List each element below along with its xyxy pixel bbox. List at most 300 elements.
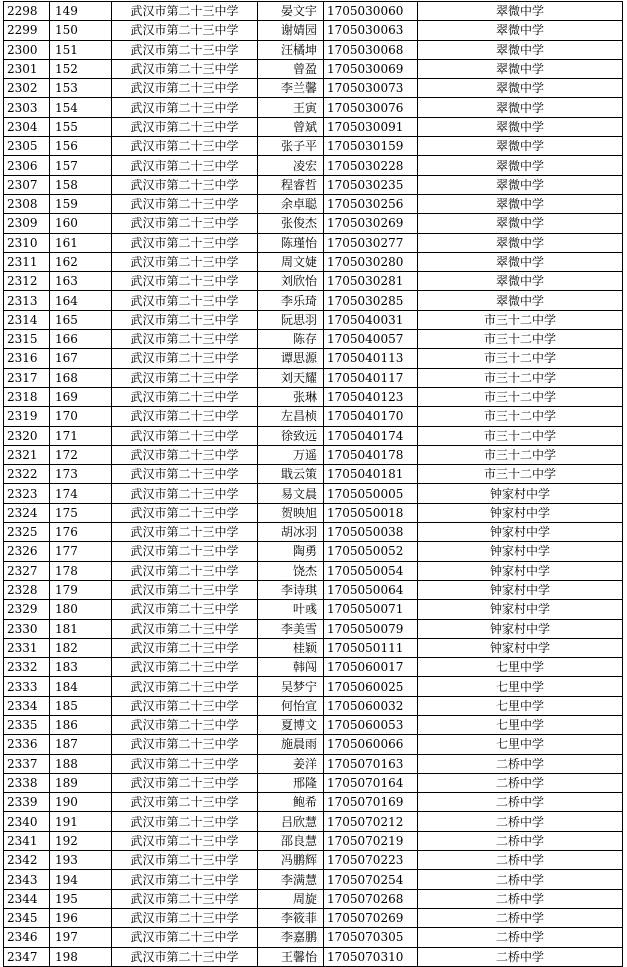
table-row xyxy=(4,445,623,464)
destination-school-cell: 二桥中学 xyxy=(418,831,623,850)
table-row xyxy=(4,908,623,927)
student-id-cell: 1705030091 xyxy=(324,117,418,136)
table-row xyxy=(4,600,623,619)
student-id-cell: 1705050018 xyxy=(324,503,418,522)
student-name-cell: 邵良慧 xyxy=(258,831,324,850)
destination-school-cell: 钟家村中学 xyxy=(418,503,623,522)
student-id-cell: 1705030280 xyxy=(324,252,418,271)
destination-school-cell: 二桥中学 xyxy=(418,908,623,927)
table-row xyxy=(4,870,623,889)
school-index-cell: 171 xyxy=(50,426,112,445)
school-cell: 武汉市第二十三中学 xyxy=(112,928,258,947)
school-index-cell: 196 xyxy=(50,908,112,927)
table-row xyxy=(4,812,623,831)
student-name-cell: 李满慧 xyxy=(258,870,324,889)
student-id-cell: 1705040181 xyxy=(324,465,418,484)
serial-number-cell: 2321 xyxy=(4,445,50,464)
student-name-cell: 谭思源 xyxy=(258,349,324,368)
serial-number-cell: 2344 xyxy=(4,889,50,908)
school-index-cell: 186 xyxy=(50,715,112,734)
student-name-cell: 叶彧 xyxy=(258,600,324,619)
admission-list-sheet xyxy=(3,1,622,967)
serial-number-cell: 2300 xyxy=(4,40,50,59)
student-name-cell: 周旋 xyxy=(258,889,324,908)
school-index-cell: 174 xyxy=(50,484,112,503)
school-index-cell: 190 xyxy=(50,793,112,812)
school-index-cell: 194 xyxy=(50,870,112,889)
school-index-cell: 165 xyxy=(50,310,112,329)
student-name-cell: 李兰馨 xyxy=(258,79,324,98)
table-row xyxy=(4,889,623,908)
serial-number-cell: 2306 xyxy=(4,156,50,175)
serial-number-cell: 2338 xyxy=(4,773,50,792)
table-row xyxy=(4,98,623,117)
student-name-cell: 贺映旭 xyxy=(258,503,324,522)
school-cell: 武汉市第二十三中学 xyxy=(112,40,258,59)
school-cell: 武汉市第二十三中学 xyxy=(112,426,258,445)
school-index-cell: 158 xyxy=(50,175,112,194)
school-cell: 武汉市第二十三中学 xyxy=(112,561,258,580)
student-id-cell: 1705060066 xyxy=(324,735,418,754)
school-index-cell: 184 xyxy=(50,677,112,696)
serial-number-cell: 2311 xyxy=(4,252,50,271)
student-id-cell: 1705050079 xyxy=(324,619,418,638)
destination-school-cell: 钟家村中学 xyxy=(418,542,623,561)
serial-number-cell: 2342 xyxy=(4,851,50,870)
school-cell: 武汉市第二十三中学 xyxy=(112,233,258,252)
serial-number-cell: 2332 xyxy=(4,658,50,677)
school-cell: 武汉市第二十三中学 xyxy=(112,407,258,426)
destination-school-cell: 翠微中学 xyxy=(418,2,623,21)
serial-number-cell: 2325 xyxy=(4,523,50,542)
student-id-cell: 1705030228 xyxy=(324,156,418,175)
serial-number-cell: 2334 xyxy=(4,696,50,715)
school-cell: 武汉市第二十三中学 xyxy=(112,445,258,464)
serial-number-cell: 2336 xyxy=(4,735,50,754)
serial-number-cell: 2303 xyxy=(4,98,50,117)
table-row xyxy=(4,40,623,59)
school-cell: 武汉市第二十三中学 xyxy=(112,137,258,156)
student-name-cell: 刘欣怡 xyxy=(258,272,324,291)
student-name-cell: 吴梦宁 xyxy=(258,677,324,696)
destination-school-cell: 翠微中学 xyxy=(418,194,623,213)
table-row xyxy=(4,156,623,175)
school-index-cell: 160 xyxy=(50,214,112,233)
school-index-cell: 195 xyxy=(50,889,112,908)
school-index-cell: 183 xyxy=(50,658,112,677)
student-name-cell: 王寅 xyxy=(258,98,324,117)
destination-school-cell: 七里中学 xyxy=(418,658,623,677)
table-row xyxy=(4,503,623,522)
school-cell: 武汉市第二十三中学 xyxy=(112,870,258,889)
destination-school-cell: 翠微中学 xyxy=(418,252,623,271)
student-id-cell: 1705040117 xyxy=(324,368,418,387)
table-row xyxy=(4,117,623,136)
student-id-cell: 1705050005 xyxy=(324,484,418,503)
table-body xyxy=(4,2,623,967)
table-row xyxy=(4,735,623,754)
destination-school-cell: 二桥中学 xyxy=(418,793,623,812)
school-cell: 武汉市第二十三中学 xyxy=(112,503,258,522)
table-row xyxy=(4,542,623,561)
serial-number-cell: 2309 xyxy=(4,214,50,233)
school-index-cell: 172 xyxy=(50,445,112,464)
student-id-cell: 1705070219 xyxy=(324,831,418,850)
student-name-cell: 夏博文 xyxy=(258,715,324,734)
table-row xyxy=(4,330,623,349)
destination-school-cell: 钟家村中学 xyxy=(418,619,623,638)
destination-school-cell: 翠微中学 xyxy=(418,137,623,156)
table-row xyxy=(4,696,623,715)
student-name-cell: 曾盈 xyxy=(258,59,324,78)
serial-number-cell: 2313 xyxy=(4,291,50,310)
school-index-cell: 173 xyxy=(50,465,112,484)
school-index-cell: 162 xyxy=(50,252,112,271)
school-index-cell: 161 xyxy=(50,233,112,252)
serial-number-cell: 2330 xyxy=(4,619,50,638)
student-name-cell: 饶杰 xyxy=(258,561,324,580)
school-cell: 武汉市第二十三中学 xyxy=(112,310,258,329)
destination-school-cell: 二桥中学 xyxy=(418,928,623,947)
table-row xyxy=(4,387,623,406)
student-id-cell: 1705030235 xyxy=(324,175,418,194)
serial-number-cell: 2323 xyxy=(4,484,50,503)
student-name-cell: 陈瑾怡 xyxy=(258,233,324,252)
school-index-cell: 168 xyxy=(50,368,112,387)
student-name-cell: 何怡宣 xyxy=(258,696,324,715)
student-name-cell: 刘天耀 xyxy=(258,368,324,387)
school-cell: 武汉市第二十三中学 xyxy=(112,619,258,638)
table-row xyxy=(4,407,623,426)
serial-number-cell: 2335 xyxy=(4,715,50,734)
destination-school-cell: 市三十二中学 xyxy=(418,445,623,464)
table-row xyxy=(4,947,623,966)
school-cell: 武汉市第二十三中学 xyxy=(112,851,258,870)
serial-number-cell: 2308 xyxy=(4,194,50,213)
student-name-cell: 左昌桢 xyxy=(258,407,324,426)
student-id-cell: 1705030063 xyxy=(324,21,418,40)
school-cell: 武汉市第二十三中学 xyxy=(112,368,258,387)
student-id-cell: 1705070254 xyxy=(324,870,418,889)
destination-school-cell: 市三十二中学 xyxy=(418,387,623,406)
school-cell: 武汉市第二十三中学 xyxy=(112,793,258,812)
destination-school-cell: 翠微中学 xyxy=(418,117,623,136)
destination-school-cell: 钟家村中学 xyxy=(418,600,623,619)
school-cell: 武汉市第二十三中学 xyxy=(112,2,258,21)
school-cell: 武汉市第二十三中学 xyxy=(112,79,258,98)
table-row xyxy=(4,793,623,812)
serial-number-cell: 2304 xyxy=(4,117,50,136)
destination-school-cell: 市三十二中学 xyxy=(418,465,623,484)
student-id-cell: 1705050071 xyxy=(324,600,418,619)
destination-school-cell: 七里中学 xyxy=(418,696,623,715)
school-index-cell: 157 xyxy=(50,156,112,175)
student-id-cell: 1705060032 xyxy=(324,696,418,715)
school-cell: 武汉市第二十三中学 xyxy=(112,947,258,966)
serial-number-cell: 2317 xyxy=(4,368,50,387)
table-row xyxy=(4,368,623,387)
table-row xyxy=(4,59,623,78)
destination-school-cell: 翠微中学 xyxy=(418,40,623,59)
table-row xyxy=(4,21,623,40)
serial-number-cell: 2339 xyxy=(4,793,50,812)
school-cell: 武汉市第二十三中学 xyxy=(112,580,258,599)
serial-number-cell: 2327 xyxy=(4,561,50,580)
serial-number-cell: 2302 xyxy=(4,79,50,98)
school-index-cell: 176 xyxy=(50,523,112,542)
destination-school-cell: 钟家村中学 xyxy=(418,580,623,599)
table-row xyxy=(4,523,623,542)
table-row xyxy=(4,79,623,98)
student-name-cell: 程睿哲 xyxy=(258,175,324,194)
serial-number-cell: 2299 xyxy=(4,21,50,40)
school-cell: 武汉市第二十三中学 xyxy=(112,638,258,657)
destination-school-cell: 翠微中学 xyxy=(418,79,623,98)
student-name-cell: 邢隆 xyxy=(258,773,324,792)
table-row xyxy=(4,214,623,233)
student-id-cell: 1705050111 xyxy=(324,638,418,657)
school-index-cell: 185 xyxy=(50,696,112,715)
school-index-cell: 150 xyxy=(50,21,112,40)
destination-school-cell: 钟家村中学 xyxy=(418,523,623,542)
destination-school-cell: 钟家村中学 xyxy=(418,561,623,580)
school-index-cell: 191 xyxy=(50,812,112,831)
student-id-cell: 1705040057 xyxy=(324,330,418,349)
student-id-cell: 1705030076 xyxy=(324,98,418,117)
serial-number-cell: 2316 xyxy=(4,349,50,368)
school-index-cell: 163 xyxy=(50,272,112,291)
student-name-cell: 李嘉鹏 xyxy=(258,928,324,947)
school-cell: 武汉市第二十三中学 xyxy=(112,812,258,831)
school-cell: 武汉市第二十三中学 xyxy=(112,194,258,213)
serial-number-cell: 2322 xyxy=(4,465,50,484)
student-id-cell: 1705070212 xyxy=(324,812,418,831)
student-name-cell: 姜洋 xyxy=(258,754,324,773)
student-id-cell: 1705030285 xyxy=(324,291,418,310)
school-index-cell: 167 xyxy=(50,349,112,368)
student-name-cell: 徐致远 xyxy=(258,426,324,445)
school-index-cell: 166 xyxy=(50,330,112,349)
table-row xyxy=(4,561,623,580)
table-row xyxy=(4,426,623,445)
table-row xyxy=(4,773,623,792)
student-name-cell: 易文晨 xyxy=(258,484,324,503)
destination-school-cell: 翠微中学 xyxy=(418,214,623,233)
destination-school-cell: 钟家村中学 xyxy=(418,638,623,657)
student-name-cell: 张俊杰 xyxy=(258,214,324,233)
school-index-cell: 179 xyxy=(50,580,112,599)
school-index-cell: 155 xyxy=(50,117,112,136)
school-cell: 武汉市第二十三中学 xyxy=(112,98,258,117)
school-index-cell: 182 xyxy=(50,638,112,657)
student-id-cell: 1705030256 xyxy=(324,194,418,213)
table-row xyxy=(4,754,623,773)
serial-number-cell: 2305 xyxy=(4,137,50,156)
student-name-cell: 韩闯 xyxy=(258,658,324,677)
student-id-cell: 1705050064 xyxy=(324,580,418,599)
student-name-cell: 李筱菲 xyxy=(258,908,324,927)
serial-number-cell: 2343 xyxy=(4,870,50,889)
serial-number-cell: 2346 xyxy=(4,928,50,947)
student-name-cell: 张子平 xyxy=(258,137,324,156)
serial-number-cell: 2315 xyxy=(4,330,50,349)
student-name-cell: 李诗琪 xyxy=(258,580,324,599)
serial-number-cell: 2328 xyxy=(4,580,50,599)
serial-number-cell: 2340 xyxy=(4,812,50,831)
school-cell: 武汉市第二十三中学 xyxy=(112,349,258,368)
student-id-cell: 1705070269 xyxy=(324,908,418,927)
table-row xyxy=(4,658,623,677)
student-name-cell: 桂颖 xyxy=(258,638,324,657)
student-id-cell: 1705060017 xyxy=(324,658,418,677)
school-index-cell: 151 xyxy=(50,40,112,59)
student-id-cell: 1705030060 xyxy=(324,2,418,21)
student-name-cell: 阮思羽 xyxy=(258,310,324,329)
school-index-cell: 187 xyxy=(50,735,112,754)
admission-table xyxy=(3,1,623,967)
student-name-cell: 王馨怡 xyxy=(258,947,324,966)
student-id-cell: 1705070268 xyxy=(324,889,418,908)
school-index-cell: 181 xyxy=(50,619,112,638)
serial-number-cell: 2310 xyxy=(4,233,50,252)
school-index-cell: 154 xyxy=(50,98,112,117)
table-row xyxy=(4,2,623,21)
school-cell: 武汉市第二十三中学 xyxy=(112,330,258,349)
table-row xyxy=(4,194,623,213)
student-id-cell: 1705030277 xyxy=(324,233,418,252)
student-id-cell: 1705030068 xyxy=(324,40,418,59)
serial-number-cell: 2345 xyxy=(4,908,50,927)
destination-school-cell: 翠微中学 xyxy=(418,291,623,310)
school-index-cell: 159 xyxy=(50,194,112,213)
serial-number-cell: 2329 xyxy=(4,600,50,619)
destination-school-cell: 翠微中学 xyxy=(418,21,623,40)
school-index-cell: 152 xyxy=(50,59,112,78)
destination-school-cell: 七里中学 xyxy=(418,735,623,754)
school-cell: 武汉市第二十三中学 xyxy=(112,542,258,561)
school-index-cell: 170 xyxy=(50,407,112,426)
destination-school-cell: 市三十二中学 xyxy=(418,368,623,387)
student-name-cell: 张琳 xyxy=(258,387,324,406)
student-id-cell: 1705070163 xyxy=(324,754,418,773)
school-cell: 武汉市第二十三中学 xyxy=(112,272,258,291)
student-name-cell: 陶勇 xyxy=(258,542,324,561)
school-cell: 武汉市第二十三中学 xyxy=(112,908,258,927)
school-index-cell: 188 xyxy=(50,754,112,773)
school-index-cell: 178 xyxy=(50,561,112,580)
school-cell: 武汉市第二十三中学 xyxy=(112,600,258,619)
student-id-cell: 1705030281 xyxy=(324,272,418,291)
serial-number-cell: 2347 xyxy=(4,947,50,966)
destination-school-cell: 翠微中学 xyxy=(418,175,623,194)
school-index-cell: 193 xyxy=(50,851,112,870)
destination-school-cell: 二桥中学 xyxy=(418,889,623,908)
school-cell: 武汉市第二十三中学 xyxy=(112,696,258,715)
student-name-cell: 汪橘坤 xyxy=(258,40,324,59)
destination-school-cell: 钟家村中学 xyxy=(418,484,623,503)
table-row xyxy=(4,252,623,271)
student-id-cell: 1705060025 xyxy=(324,677,418,696)
school-cell: 武汉市第二十三中学 xyxy=(112,175,258,194)
destination-school-cell: 二桥中学 xyxy=(418,754,623,773)
student-id-cell: 1705030069 xyxy=(324,59,418,78)
student-id-cell: 1705040031 xyxy=(324,310,418,329)
student-name-cell: 谢婧园 xyxy=(258,21,324,40)
student-id-cell: 1705040113 xyxy=(324,349,418,368)
serial-number-cell: 2341 xyxy=(4,831,50,850)
school-cell: 武汉市第二十三中学 xyxy=(112,658,258,677)
destination-school-cell: 二桥中学 xyxy=(418,947,623,966)
school-cell: 武汉市第二十三中学 xyxy=(112,21,258,40)
table-row xyxy=(4,175,623,194)
school-cell: 武汉市第二十三中学 xyxy=(112,465,258,484)
student-name-cell: 胡冰羽 xyxy=(258,523,324,542)
serial-number-cell: 2320 xyxy=(4,426,50,445)
serial-number-cell: 2318 xyxy=(4,387,50,406)
school-index-cell: 180 xyxy=(50,600,112,619)
table-row xyxy=(4,928,623,947)
school-cell: 武汉市第二十三中学 xyxy=(112,387,258,406)
school-index-cell: 189 xyxy=(50,773,112,792)
student-name-cell: 凌宏 xyxy=(258,156,324,175)
destination-school-cell: 翠微中学 xyxy=(418,98,623,117)
student-name-cell: 鲍希 xyxy=(258,793,324,812)
school-cell: 武汉市第二十三中学 xyxy=(112,773,258,792)
student-id-cell: 1705040170 xyxy=(324,407,418,426)
destination-school-cell: 翠微中学 xyxy=(418,156,623,175)
serial-number-cell: 2333 xyxy=(4,677,50,696)
destination-school-cell: 翠微中学 xyxy=(418,272,623,291)
student-id-cell: 1705030073 xyxy=(324,79,418,98)
school-cell: 武汉市第二十三中学 xyxy=(112,291,258,310)
student-name-cell: 吕欣慧 xyxy=(258,812,324,831)
table-row xyxy=(4,715,623,734)
school-index-cell: 164 xyxy=(50,291,112,310)
school-index-cell: 175 xyxy=(50,503,112,522)
table-row xyxy=(4,638,623,657)
school-index-cell: 149 xyxy=(50,2,112,21)
destination-school-cell: 翠微中学 xyxy=(418,59,623,78)
table-row xyxy=(4,831,623,850)
school-cell: 武汉市第二十三中学 xyxy=(112,754,258,773)
table-row xyxy=(4,349,623,368)
school-index-cell: 153 xyxy=(50,79,112,98)
destination-school-cell: 市三十二中学 xyxy=(418,330,623,349)
student-id-cell: 1705040123 xyxy=(324,387,418,406)
student-id-cell: 1705070305 xyxy=(324,928,418,947)
student-name-cell: 余卓聪 xyxy=(258,194,324,213)
table-row xyxy=(4,580,623,599)
table-row xyxy=(4,851,623,870)
student-name-cell: 李美雪 xyxy=(258,619,324,638)
destination-school-cell: 市三十二中学 xyxy=(418,349,623,368)
student-id-cell: 1705070169 xyxy=(324,793,418,812)
serial-number-cell: 2298 xyxy=(4,2,50,21)
school-cell: 武汉市第二十三中学 xyxy=(112,484,258,503)
destination-school-cell: 翠微中学 xyxy=(418,233,623,252)
serial-number-cell: 2326 xyxy=(4,542,50,561)
table-row xyxy=(4,619,623,638)
student-id-cell: 1705060053 xyxy=(324,715,418,734)
table-row xyxy=(4,137,623,156)
serial-number-cell: 2331 xyxy=(4,638,50,657)
student-id-cell: 1705040174 xyxy=(324,426,418,445)
school-index-cell: 192 xyxy=(50,831,112,850)
school-cell: 武汉市第二十三中学 xyxy=(112,59,258,78)
student-name-cell: 晏文宇 xyxy=(258,2,324,21)
student-id-cell: 1705070223 xyxy=(324,851,418,870)
table-row xyxy=(4,272,623,291)
